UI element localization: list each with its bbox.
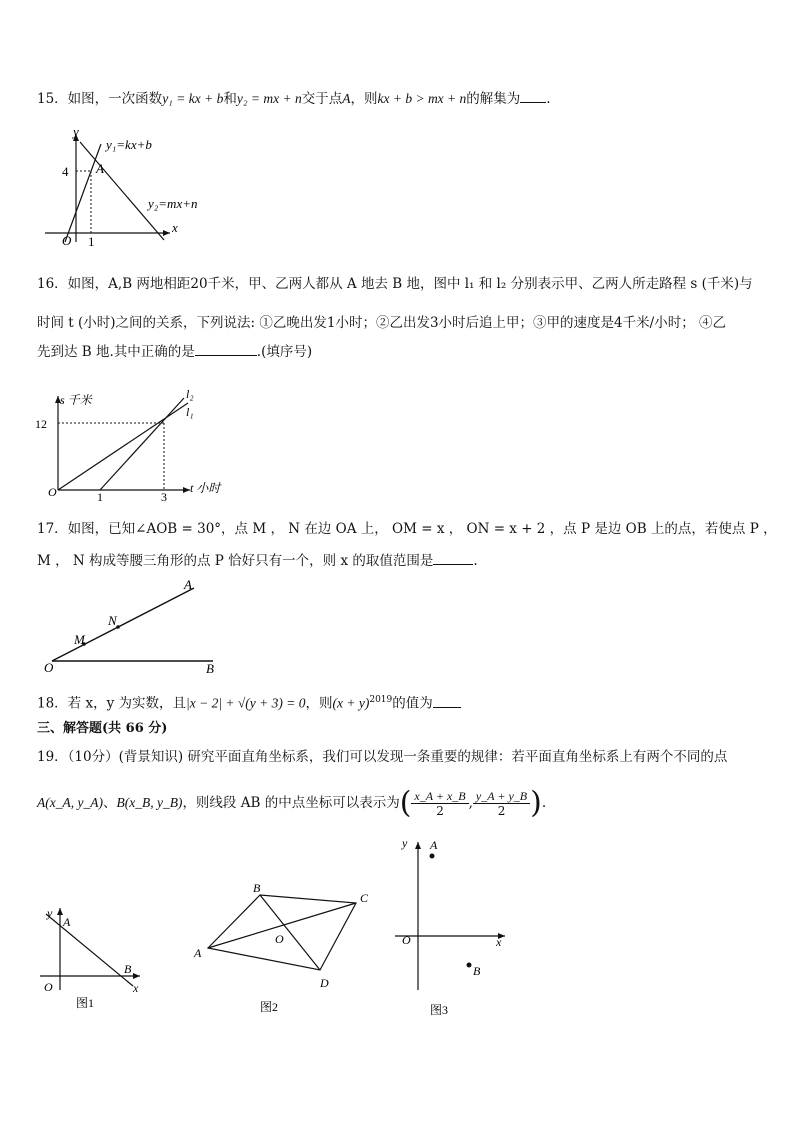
label-12: 12 <box>35 417 47 431</box>
label-B: B <box>253 881 261 895</box>
label-l1: l₁ <box>186 405 194 419</box>
label-O: O <box>402 933 411 947</box>
label-C: C <box>360 891 369 905</box>
q19-line2: A(x_A, y_A)、B(x_B, y_B)，则线段 AB 的中点坐标可以表示为( $\frac{x\_A + x\_B}{2}$ , $\frac{y\_A + y\_B}{2}$ ). <box>37 785 547 821</box>
answer-blank <box>520 88 546 103</box>
label-B: B <box>206 661 214 676</box>
label-y: y <box>402 836 408 850</box>
t-axis-arrow <box>183 487 190 493</box>
label-y: y <box>47 906 53 920</box>
q19-figure3 <box>390 830 515 1020</box>
line-y1 <box>65 144 101 242</box>
label-A: A <box>184 578 192 592</box>
label-l2: l₂ <box>186 387 194 401</box>
label-A: A <box>430 838 438 852</box>
answer-blank <box>433 550 473 565</box>
y-axis-arrow <box>415 842 421 849</box>
q16-figure <box>30 380 230 502</box>
label-B: B <box>473 964 481 978</box>
answer-blank <box>433 693 461 708</box>
label-M: M <box>74 632 85 647</box>
q15-figure <box>40 122 230 247</box>
q19-figure1 <box>30 900 155 1015</box>
y-axis-arrow <box>57 908 63 915</box>
label-s: s 千米 <box>60 393 92 407</box>
label-1: 1 <box>88 234 95 247</box>
label-O: O <box>62 233 72 247</box>
caption: 图3 <box>430 1003 449 1017</box>
label-O: O <box>44 660 54 675</box>
label-y: y <box>73 124 79 139</box>
line-l1 <box>58 403 188 490</box>
point-N <box>116 625 120 629</box>
point-B <box>467 963 472 968</box>
label-B: B <box>124 962 132 976</box>
answer-blank <box>195 341 257 356</box>
q18-text: 18．若 x，y 为实数，且|x − 2| + √(y + 3) = 0，则$(x + y)^{2019}$的值为 <box>37 690 764 714</box>
label-x: x <box>496 935 502 949</box>
label-line1: y₁=kx+b <box>106 137 152 152</box>
caption: 图1 <box>76 996 95 1010</box>
label-A: A <box>63 915 71 929</box>
q16-line2: 时间 t (小时)之间的关系，下列说法: ①乙晚出发1小时；②乙出发3小时后追上甲；③甲的速度是4千米/小时； ④乙 <box>37 315 726 331</box>
line-y2 <box>80 142 164 240</box>
q17-figure <box>38 578 223 678</box>
label-x: x <box>172 220 178 235</box>
label-A: A <box>96 161 104 176</box>
label-1: 1 <box>97 490 103 502</box>
label-3: 3 <box>161 490 167 502</box>
label-t: t 小时 <box>190 481 221 495</box>
label-D: D <box>320 976 329 990</box>
q15-text: 15．如图，一次函数y₁ = kx + b和y₂ = mx + n交于点A，则kx + b > mx + n的解集为 . <box>37 88 764 109</box>
q16-line3: 先到达 B 地.其中正确的是 .(填序号) <box>37 341 764 362</box>
x-axis-arrow <box>133 973 140 979</box>
section-heading: 三、解答题(共 66 分) <box>37 721 168 736</box>
label-4: 4 <box>62 164 69 179</box>
fraction-x: $\frac{x\_A + x\_B}{2}$ <box>411 789 468 818</box>
x-axis-arrow <box>163 230 170 236</box>
diagonal-BD <box>260 895 320 970</box>
q19-line1: 19．（10分）(背景知识) 研究平面直角坐标系，我们可以发现一条重要的规律：若平面直角坐标系上有两个不同的点 <box>37 749 728 765</box>
label-A: A <box>194 946 202 960</box>
label-O: O <box>48 485 57 499</box>
line-l2 <box>100 398 184 490</box>
q16-line1: 16．如图，A,B 两地相距20千米，甲、乙两人都从 A 地去 B 地，图中 l₁ 和 l₂ 分别表示甲、乙两人所走路程 s (千米)与 <box>37 276 753 292</box>
fraction-y: $\frac{y\_A + y\_B}{2}$ <box>473 789 530 818</box>
ray-OA <box>52 588 194 661</box>
label-O: O <box>275 932 284 946</box>
q17-line1: 17．如图，已知∠AOB = 30°，点 M ， N 在边 OA 上， OM = x ， ON = x + 2 ，点 P 是边 OB 上的点，若使点 P ， <box>37 521 777 537</box>
q19-figure2 <box>190 880 380 1020</box>
label-O: O <box>44 980 53 994</box>
label-x: x <box>133 981 139 995</box>
point-A <box>430 854 435 859</box>
segment-AB <box>46 914 133 986</box>
label-line2: y₂=mx+n <box>148 196 198 211</box>
caption: 图2 <box>260 1000 279 1014</box>
q17-line2: M ， N 构成等腰三角形的点 P 恰好只有一个，则 x 的取值范围是 . <box>37 550 764 571</box>
label-N: N <box>108 613 117 628</box>
